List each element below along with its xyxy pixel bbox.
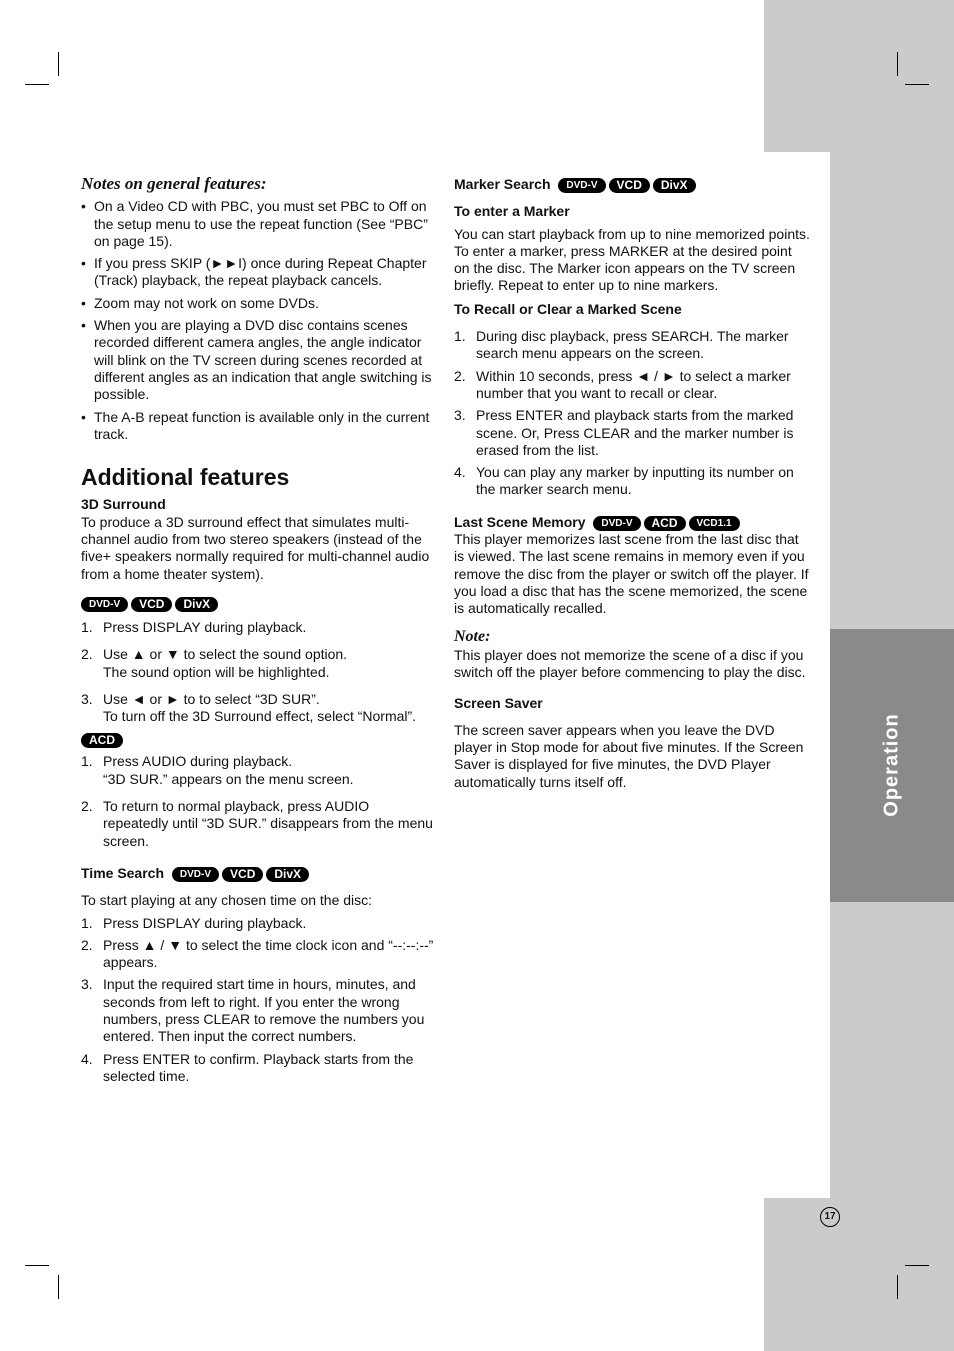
note-item: • Zoom may not work on some DVDs. [81,294,319,311]
disc-badges [81,731,437,747]
disc-badge: DivX [266,867,309,882]
notes-list [81,198,437,443]
bullet-icon: • [81,198,86,215]
last-scene-text: This player memorizes last scene from the last disc that is viewed. The last scene remains in memory even if you remove the disc from the player or switch off the player. If you load a disc that has the scene memorized, the scene is automatically recalled. [454,531,809,617]
step-item: 1. Press DISPLAY during playback. [81,914,307,931]
step-item: 3. Input the required start time in hours, minutes, and seconds from left to right. If you enter the wrong numbers, press CLEAR to remove the numbers you entered. Then input the correct numbers. [81,976,425,1045]
screen-saver-title: Screen Saver [454,695,543,712]
note-item: • On a Video CD with PBC, you must set PBC to Off on the setup menu to use the repeat function (See “PBC” on page 15). [81,198,428,249]
enter-marker-text: You can start playback from up to nine memorized points. To enter a marker, press MARKER at the desired point on the disc. The Marker icon appears on the TV screen briefly. Repeat to enter up to nine markers. [454,225,810,294]
surround-steps-a [81,619,437,725]
step-item: 2. Within 10 seconds, press ◄ / ► to select a marker number that you want to recall or clear. [454,367,791,401]
disc-badge: DivX [653,178,696,193]
step-item: 2. Use ▲ or ▼ to select the sound option. The sound option will be highlighted. [81,646,348,680]
step-item: 3. Press ENTER and playback starts from the marked scene. Or, Press CLEAR and the marker number is erased from the list. [454,407,794,458]
disc-badge: DVD-V [81,597,128,612]
crop-mark [58,1275,59,1299]
step-item: 1. During disc playback, press SEARCH. The marker search menu appears on the screen. [454,328,789,362]
disc-badge: VCD1.1 [689,516,740,531]
surround-steps-b [81,753,437,849]
marker-search-title: Marker Search [454,176,551,192]
step-item: 2. To return to normal playback, press AUDIO repeatedly until “3D SUR.” disappears from the menu screen. [81,798,433,849]
marker-search-header [454,176,810,193]
enter-marker-title: To enter a Marker [454,203,570,220]
disc-badge: ACD [644,516,686,531]
bullet-icon: • [81,294,86,311]
note-text: This player does not memorize the scene of a disc if you switch off the player before commencing to play the disc. [454,646,806,681]
surround-intro: To produce a 3D surround effect that simulates multi-channel audio from two stereo speakers (instead of the five+ speakers normally required for multi-channel audio from a home theater system). [81,513,430,582]
crop-mark [905,84,929,85]
note-item: • When you are playing a DVD disc contains scenes recorded different camera angles, the angle indicator will blink on the TV screen during scenes recorded at different angles as an indication that angle switching is possible. [81,317,432,403]
disc-badge: DVD-V [172,867,219,882]
right-column [454,176,810,791]
disc-badges [81,595,437,611]
disc-badge: DVD-V [593,516,640,531]
time-search-title: Time Search [81,864,165,881]
step-item: 1. Press AUDIO during playback. “3D SUR.” appears on the menu screen. [81,753,354,787]
note-item: • The A-B repeat function is available only in the current track. [81,408,430,442]
disc-badge: ACD [81,733,123,748]
page-number: 17 [820,1207,840,1227]
notes-title: Notes on general features: [81,174,267,193]
section-heading: Additional features [81,464,290,491]
left-column [81,175,437,1090]
last-scene-title: Last Scene Memory [454,513,586,530]
step-item: 4. Press ENTER to confirm. Playback starts from the selected time. [81,1050,414,1084]
bullet-icon: • [81,317,86,334]
marker-steps [454,328,810,499]
note-item: • If you press SKIP (►►I) once during Repeat Chapter (Track) playback, the repeat playback cancels. [81,255,427,289]
section-tab-label: Operation [880,713,903,817]
disc-badge: DivX [175,597,218,612]
crop-mark [25,1265,49,1266]
crop-mark [905,1265,929,1266]
disc-badge: DVD-V [558,178,605,193]
time-search-steps [81,915,437,1086]
last-scene-header [454,514,810,531]
bullet-icon: • [81,255,86,272]
bullet-icon: • [81,408,86,425]
disc-badge: VCD [222,867,263,882]
crop-mark [58,52,59,76]
disc-badge: VCD [609,178,650,193]
step-item: 3. Use ◄ or ► to to select “3D SUR”. To turn off the 3D Surround effect, select “Normal”. [81,690,417,725]
time-search-header [81,865,437,882]
surround-title: 3D Surround [81,496,166,513]
screen-saver-text: The screen saver appears when you leave the DVD player in Stop mode for about five minutes. If the Screen Saver is displayed for five minutes, the DVD Player automatically turns itself off. [454,721,804,790]
crop-mark [897,1275,898,1299]
step-item: 1. Press DISPLAY during playback. [81,618,307,635]
disc-badge: VCD [131,597,172,612]
step-item: 4. You can play any marker by inputting its number on the marker search menu. [454,464,794,498]
crop-mark [897,52,898,76]
time-search-intro: To start playing at any chosen time on the disc: [81,892,373,909]
step-item: 2. Press ▲ / ▼ to select the time clock icon and “--:--:--” appears. [81,936,434,971]
crop-mark [25,84,49,85]
note-title: Note: [454,627,491,645]
recall-marker-title: To Recall or Clear a Marked Scene [454,300,682,317]
